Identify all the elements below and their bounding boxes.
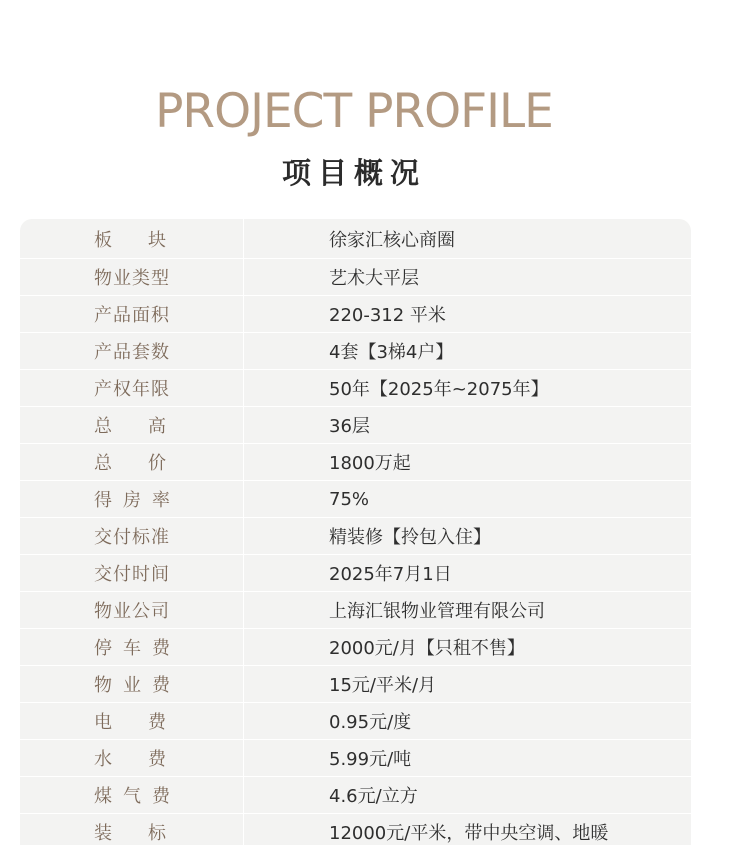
table-row	[20, 518, 691, 555]
profile-table	[20, 219, 691, 845]
row-value: 4套【3梯4户】	[329, 342, 454, 363]
row-value: 1800万起	[329, 453, 411, 474]
column-divider	[243, 370, 244, 406]
column-divider	[243, 481, 244, 517]
row-label: 总价	[94, 453, 202, 474]
column-divider	[243, 555, 244, 591]
column-divider	[243, 444, 244, 480]
row-value: 75%	[329, 488, 370, 510]
row-value: 36层	[329, 416, 370, 437]
row-label: 停车费	[94, 638, 181, 659]
row-value: 12000元/平米，带中央空调、地暖	[329, 823, 609, 844]
column-divider	[243, 703, 244, 739]
column-divider	[243, 333, 244, 369]
table-row	[20, 333, 691, 370]
table-row	[20, 629, 691, 666]
table-row	[20, 703, 691, 740]
column-divider	[243, 219, 244, 258]
row-value: 2000元/月【只租不售】	[329, 638, 525, 659]
row-label: 交付时间	[94, 564, 170, 585]
column-divider	[243, 814, 244, 845]
row-value: 上海汇银物业管理有限公司	[329, 601, 545, 622]
column-divider	[243, 592, 244, 628]
table-row	[20, 740, 691, 777]
row-value: 徐家汇核心商圈	[329, 229, 455, 251]
row-value: 精装修【拎包入住】	[329, 527, 491, 548]
row-label: 电费	[94, 712, 202, 733]
row-label: 产品套数	[94, 342, 170, 363]
table-row	[20, 259, 691, 296]
row-label: 产权年限	[94, 379, 170, 400]
row-label: 装标	[94, 823, 202, 844]
table-row	[20, 444, 691, 481]
table-row	[20, 777, 691, 814]
page-title-chinese: 项目概况	[281, 156, 426, 190]
table-row	[20, 592, 691, 629]
row-value: 0.95元/度	[329, 712, 412, 733]
row-label: 总高	[94, 416, 202, 437]
column-divider	[243, 666, 244, 702]
table-row	[20, 481, 691, 518]
table-row	[20, 666, 691, 703]
table-row	[20, 370, 691, 407]
column-divider	[243, 740, 244, 776]
row-label: 板块	[94, 229, 202, 251]
row-label: 物业公司	[94, 601, 170, 622]
row-label: 煤气费	[94, 786, 181, 807]
row-value: 2025年7月1日	[329, 564, 452, 585]
table-row	[20, 407, 691, 444]
page-title-english: PROJECT PROFILE	[155, 84, 553, 139]
row-value: 5.99元/吨	[329, 749, 412, 770]
row-label: 物业费	[94, 675, 181, 696]
column-divider	[243, 518, 244, 554]
column-divider	[243, 259, 244, 295]
row-label: 得房率	[94, 490, 181, 511]
table-row	[20, 814, 691, 845]
row-value: 4.6元/立方	[329, 786, 418, 807]
row-value: 艺术大平层	[329, 268, 419, 289]
table-row	[20, 555, 691, 592]
row-value: 220-312 平米	[329, 305, 446, 326]
column-divider	[243, 296, 244, 332]
table-row	[20, 296, 691, 333]
row-label: 物业类型	[94, 268, 170, 289]
table-row	[20, 219, 691, 259]
row-label: 产品面积	[94, 305, 170, 326]
column-divider	[243, 407, 244, 443]
row-label: 水费	[94, 749, 202, 770]
row-value: 15元/平米/月	[329, 675, 437, 696]
column-divider	[243, 629, 244, 665]
column-divider	[243, 777, 244, 813]
row-label: 交付标准	[94, 527, 170, 548]
row-value: 50年【2025年~2075年】	[329, 379, 549, 400]
